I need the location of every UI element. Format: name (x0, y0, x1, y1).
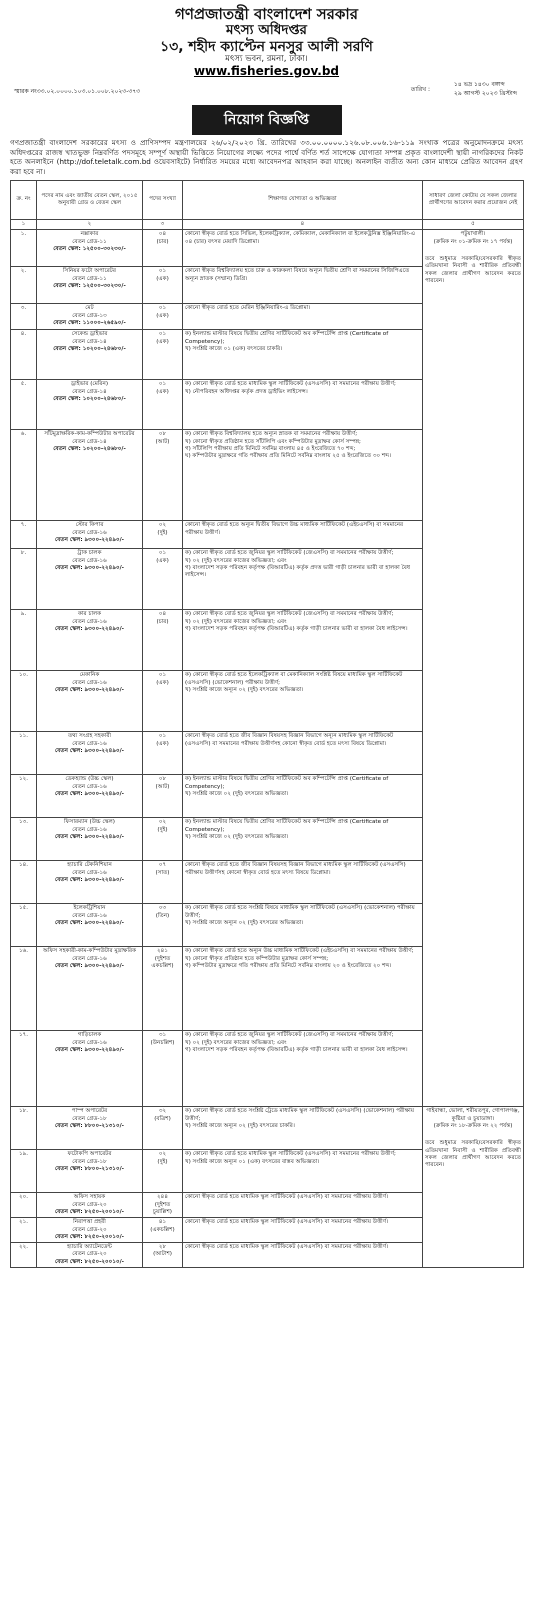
post-count-words: (উনচল্লিশ) (150, 1039, 175, 1046)
qualification-cell (183, 732, 423, 775)
row-serial: ২. (11, 267, 37, 304)
post-count: ২৮ (158, 1244, 167, 1251)
col-header-quota: সাধারণ জেলা কোটায় যে সকল জেলার প্রার্থীগণের আবেদন করার প্রয়োজন নেই (423, 181, 524, 220)
quota-districts: পটুয়াখালী। (460, 231, 486, 238)
pay-scale: বেতন স্কেল: ১০২০০-২৪৬৮০/- (53, 445, 126, 452)
pay-scale: বেতন স্কেল: ৯৩০০-২২৪৯০/- (55, 962, 124, 969)
intro-paragraph: গণপ্রজাতন্ত্রী বাংলাদেশ সরকারের মৎস্য ও প্রাণিসম্পদ মন্ত্রণালয়ের ২৬/০২/২০২৩ খ্রি. তারিখের ৩৩.০০.০০০০.১২৬.০৮.০০৬.১৬-১১৯ সংখ্যক পত্রের অনুমোদনক্রমে মৎস্য অধিদপ্তরের রাজস্ব খাতভুক্ত নিম্নবর্ণিত পদসমূহে সম্পূর্ণ অস্থায়ী ভিত্তিতে নিয়োগের লক্ষ্যে পদের পার্শ্বে বর্ণিত শর্ত সাপেক্ষে যোগ্যতা সম্পন্ন প্রকৃত বাংলাদেশী স্থায়ী নাগরিকদের নিকট হতে অনলাইনে (http://dof.teletalk.com.bd ওয়েবসাইটে) নির্ধারিত সময়ের মধ্যে আবেদনপত্র আহবান করা যাচ্ছে। অনলাইন ব্যতীত অন্য কোন মাধ্যমে প্রেরিত আবেদন গ্রহণ করা হবে না। (10, 138, 523, 176)
qualification-cell (183, 267, 423, 304)
qualification-line: ক) কোনো স্বীকৃত বিশ্ববিদ্যালয় হতে অন্যূন স্নাতক বা সমমানের পরীক্ষায় উত্তীর্ণ; (185, 431, 358, 438)
post-name: মেকানিক (79, 672, 100, 679)
date-bengali: ১৪ ভদ্র ১৪৩০ বঙ্গাব্দ (453, 81, 505, 89)
post-count: ০৩ (158, 905, 167, 912)
pay-scale: বেতন স্কেল: ১০২০০-২৪৬৮০/- (53, 345, 126, 352)
post-cell (37, 1150, 143, 1193)
post-count-words: (দুই) (157, 529, 168, 536)
post-name: মেট (85, 305, 94, 312)
qualification-cell (183, 430, 423, 521)
post-count: ০১ (158, 305, 167, 312)
post-cell (37, 904, 143, 947)
pay-grade: বেতন গ্রেড-১৬ (72, 869, 107, 876)
row-serial: ৬. (11, 430, 37, 521)
pay-grade: বেতন গ্রেড-১৬ (72, 679, 107, 686)
post-name: হ্যাচারি টেকনিশিয়ান (67, 862, 112, 869)
post-count-cell (143, 1031, 183, 1107)
post-name: ট্রাক চালক (77, 550, 102, 557)
pay-scale: বেতন স্কেল: ৯৩০০-২২৪৯০/- (55, 919, 124, 926)
pay-grade: বেতন গ্রেড-১৪ (72, 388, 107, 395)
qualification-line: কোনো স্বীকৃত বোর্ড হতে মাধ্যমিক স্কুল সার্টিফিকেট (এসএসসি) বা সমমানের পরীক্ষায় উত্তীর্ণ। (185, 1194, 389, 1201)
post-count-words: (বত্রিশ) (154, 1115, 171, 1122)
qualification-line: গ) বাংলাদেশ সড়ক পরিবহন কর্তৃপক্ষ (বিআরটিএ) কর্তৃক গাড়ী চালনার ভারী বা হালকা বৈধ লাইসেন্স। (185, 625, 408, 632)
pay-scale: বেতন স্কেল: ৯৩০০-২২৪৯০/- (55, 625, 124, 632)
row-serial: ১৮. (11, 1107, 37, 1150)
post-count-cell (143, 521, 183, 549)
post-count-words: (একচল্লিশ) (150, 1226, 175, 1233)
post-count-words: (দুইশত চুয়াল্লিশ) (152, 1201, 172, 1215)
post-name: নক্সাকার (80, 231, 99, 238)
qualification-line: খ) সংশ্লিষ্ট কাজে অন্যূন ০২ (দুই) বৎসরের অভিজ্ঞতা। (185, 919, 304, 926)
col-number: ৩ (143, 220, 183, 230)
qualification-cell (183, 904, 423, 947)
qualification-line: কোনো স্বীকৃত বোর্ড হতে মাধ্যমিক স্কুল সার্টিফিকেট (এসএসসি) বা সমমানের পরীক্ষায় উত্তীর্ণ। (185, 1244, 389, 1251)
qualification-line: ক) কোনো স্বীকৃত বোর্ড হতে ইলেকট্রিক্যাল বা মেকানিক্যাল সংশ্লিষ্ট বিষয়ে মাধ্যমিক স্কুল সার্টিফিকেট (এসএসসি) (ভোকেশনাল) পরীক্ষায় উত্তীর্ণ; (185, 672, 403, 686)
post-cell (37, 1107, 143, 1150)
pay-scale: বেতন স্কেল: ৮৮০০-২১৩১০/- (55, 1122, 124, 1129)
row-serial: ১৪. (11, 861, 37, 904)
post-count-words: (এক) (156, 275, 169, 282)
department-name: মৎস্য অধিদপ্তর (226, 22, 307, 39)
qualification-line: খ) সংশ্লিষ্ট কাজে ০২ (দুই) বৎসরের অভিজ্ঞতা। (185, 833, 289, 840)
qualification-line: গ) কম্পিউটার মুদ্রাক্ষরে গতি পরীক্ষায় প্রতি মিনিটে সর্বনিম্ন বাংলায় ২০ ও ইংরেজিতে ২০ শব্দ। (185, 962, 392, 969)
pay-scale: বেতন স্কেল: ৯৩০০-২২৪৯০/- (55, 1046, 124, 1053)
post-cell (37, 521, 143, 549)
qualification-line: ক) কোনো স্বীকৃত বোর্ড হতে জুনিয়র স্কুল সার্টিফিকেট (জেএসসি) বা সমমানের পরীক্ষায় উত্তীর্ণ; (185, 1032, 394, 1039)
row-serial: ১৫. (11, 904, 37, 947)
qualification-cell (183, 521, 423, 549)
pay-scale: বেতন স্কেল: ৯৩০০-২২৪৯০/- (55, 876, 124, 883)
post-name: ফটোকপি অপারেটর (67, 1151, 112, 1158)
qualification-cell (183, 861, 423, 904)
qualification-cell (183, 610, 423, 671)
post-count-words: (আট) (155, 438, 170, 445)
post-count-cell (143, 1107, 183, 1150)
date-english: ২৯ আগস্ট ২০২৩ খ্রিস্টাব্দ (453, 90, 517, 98)
post-name: সিনিয়র ফটো অপারেটর (63, 268, 116, 275)
post-count-words: (আটাশ) (153, 1251, 172, 1258)
qualification-cell (183, 775, 423, 818)
qualification-line: ক) কোনো স্বীকৃত বোর্ড হতে সংশ্লিষ্ট ট্রেডে মাধ্যমিক স্কুল সার্টিফিকেট (এসএসসি) (ভোকেশনাল) পরীক্ষায় উত্তীর্ণ; (185, 1108, 415, 1122)
pay-scale: বেতন স্কেল: ১২৫০০-৩০২৩০/- (53, 282, 126, 289)
post-name: কার চালক (77, 611, 102, 618)
row-serial: ৪. (11, 330, 37, 380)
post-count: ০১ (158, 381, 167, 388)
post-count-cell (143, 330, 183, 380)
post-count-words: (এক) (156, 388, 169, 395)
qualification-cell (183, 330, 423, 380)
col-number: ২ (37, 220, 143, 230)
post-count: ০৮ (158, 431, 167, 438)
post-cell (37, 671, 143, 732)
pay-grade: বেতন গ্রেড-১৩ (72, 312, 107, 319)
post-name: সাঁটমুদ্রাক্ষরিক-কাম-কম্পিউটার অপারেটর (44, 431, 135, 438)
qualification-line: খ) ০২ (দুই) বৎসরের কাজের অভিজ্ঞতা; এবং (185, 557, 287, 564)
row-serial: ১. (11, 230, 37, 267)
post-count-cell (143, 610, 183, 671)
qualification-line: ক) কোনো স্বীকৃত বোর্ড হতে মাধ্যমিক স্কুল সার্টিফিকেট (এসএসসি) বা সমমানের পরীক্ষায় উত্তীর্ণ; (185, 381, 396, 388)
qualification-line: কোনো স্বীকৃত বিশ্ববিদ্যালয় হতে চারু ও কারুকলা বিষয়ে অন্যূন দ্বিতীয় শ্রেণি বা সমমানের সিজিপিএতে অন্যূন স্নাতক (সম্মান) ডিগ্রি। (185, 268, 410, 282)
pay-grade: বেতন গ্রেড-১৮ (72, 1158, 107, 1165)
post-cell (37, 1218, 143, 1243)
row-serial: ১৬. (11, 947, 37, 1031)
post-name: পাম্প অপারেটর (71, 1108, 108, 1115)
col-header-count: পদের সংখ্যা (143, 181, 183, 220)
memo-date-row (8, 80, 525, 104)
pay-grade: বেতন গ্রেড-১৬ (72, 618, 107, 625)
row-serial: ১২. (11, 775, 37, 818)
post-cell (37, 549, 143, 610)
row-serial: ৭. (11, 521, 37, 549)
post-count-words: (তিন) (155, 912, 170, 919)
post-count-cell (143, 549, 183, 610)
post-name: ইলেকট্রিশিয়ান (73, 905, 106, 912)
post-count-cell (143, 267, 183, 304)
post-cell (37, 775, 143, 818)
vacancy-table (10, 180, 524, 1268)
qualification-line: ক) কোনো স্বীকৃত বোর্ড হতে অন্যূন উচ্চ মাধ্যমিক সার্টিফিকেট (এইচএসসি) বা সমমানের পরীক্ষায় উত্তীর্ণ; (185, 948, 414, 955)
qualification-line: কোনো স্বীকৃত বোর্ড হতে সিভিল, ইলেকট্রিক্যাল, কেমিক্যাল, মেকানিক্যাল বা ইলেকট্রনিক্স ইঞ্জিনিয়ারিং-এ ০৪ (চার) বৎসর মেয়াদি ডিপ্লোমা। (185, 231, 416, 245)
row-serial: ১৩. (11, 818, 37, 861)
post-count: ৩২ (158, 1108, 167, 1115)
qualification-line: কোনো স্বীকৃত বোর্ড হতে অন্যূন দ্বিতীয় বিভাগে উচ্চ মাধ্যমিক সার্টিফিকেট (এইচএসসি) বা সমমানের পরীক্ষায় উত্তীর্ণ। (185, 522, 404, 536)
post-name: হ্যাচারি অ্যাটেনডেন্ট (67, 1244, 112, 1251)
post-cell (37, 230, 143, 267)
col-header-qualification: শিক্ষাগত যোগ্যতা ও অভিজ্ঞতা (183, 181, 423, 220)
post-count-words: (দুই) (157, 826, 168, 833)
pay-scale: বেতন স্কেল: ৯৩০০-২২৪৯০/- (55, 536, 124, 543)
post-count-cell (143, 732, 183, 775)
post-cell (37, 1193, 143, 1218)
post-name: ডেকহ্যান্ড (উচ্চ স্কেল) (65, 776, 114, 783)
post-count-cell (143, 1193, 183, 1218)
pay-scale: বেতন স্কেল: ৯৩০০-২২৪৯০/- (55, 564, 124, 571)
post-cell (37, 732, 143, 775)
post-name: গাড়িচালক (77, 1032, 102, 1039)
qualification-line: কোনো স্বীকৃত বোর্ড হতে মেরিন ইঞ্জিনিয়ারিং-এ ডিপ্লোমা। (185, 305, 311, 312)
post-count-words: (সাত) (155, 869, 170, 876)
post-name: ফিসারম্যান (উচ্চ স্কেল) (63, 819, 115, 826)
post-count: ২৪১ (157, 948, 168, 955)
quota-cell-group-2 (423, 1107, 524, 1268)
post-count-cell (143, 380, 183, 430)
qualification-line: কোনো স্বীকৃত বোর্ড হতে জীব বিজ্ঞান বিষয়সহ বিজ্ঞান বিভাগে অন্যূন মাধ্যমিক স্কুল সার্টিফিকেট (এসএসসি) বা সমমানের পরীক্ষায় উত্তীর্ণসহ কোনো স্বীকৃত বোর্ড হতে মৎস্য বিষয়ে ডিপ্লোমা। (185, 733, 394, 747)
qualification-line: খ) ০২ (দুই) বৎসরের কাজের অভিজ্ঞতা; এবং (185, 618, 287, 625)
post-count: ৩১ (158, 1032, 167, 1039)
pay-grade: বেতন গ্রেড-১১ (72, 238, 107, 245)
post-count-cell (143, 230, 183, 267)
govt-name: গণপ্রজাতন্ত্রী বাংলাদেশ সরকার (175, 5, 358, 23)
post-name: ড্রাইভার (মেরিন) (70, 381, 109, 388)
qualification-cell (183, 818, 423, 861)
qualification-line: খ) সংশ্লিষ্ট কাজে ০১ (এক) বৎসরের চাকরি। (185, 345, 283, 352)
pay-grade: বেতন গ্রেড-১৬ (72, 955, 107, 962)
post-count: ০৭ (158, 862, 167, 869)
row-serial: ৩. (11, 304, 37, 330)
post-count-cell (143, 947, 183, 1031)
post-count-cell (143, 904, 183, 947)
post-count-words: (এক) (156, 557, 169, 564)
post-cell (37, 818, 143, 861)
post-name: অফিস সহায়ক (73, 1194, 106, 1201)
letterhead (0, 0, 533, 78)
qualification-cell (183, 1107, 423, 1150)
qualification-line: ক) কোনো স্বীকৃত বোর্ড হতে জুনিয়র স্কুল সার্টিফিকেট (জেএসসি) বা সমমানের পরীক্ষায় উত্তীর্ণ; (185, 611, 394, 618)
post-count-cell (143, 671, 183, 732)
pay-scale: বেতন স্কেল: ৯৩০০-২২৪৯০/- (55, 686, 124, 693)
qualification-cell (183, 1218, 423, 1243)
quota-districts: গাইবান্ধা, ভোলা, শরীয়তপুর, গোপালগঞ্জ, কুষ্টিয়া ও চুয়াডাঙ্গা। (426, 1108, 520, 1122)
post-count-words: (দুইশত একচল্লিশ) (151, 955, 174, 969)
pay-grade: বেতন গ্রেড-১৬ (72, 740, 107, 747)
notice-title: নিয়োগ বিজ্ঞপ্তি (192, 105, 342, 135)
qualification-line: কোনো স্বীকৃত বোর্ড হতে জীব বিজ্ঞান বিষয়সহ বিজ্ঞান বিভাগে মাধ্যমিক স্কুল সার্টিফিকেট (এসএসসি) পরীক্ষায় উত্তীর্ণসহ কোনো স্বীকৃত বোর্ড হতে মৎস্য বিষয়ে ডিপ্লোমা। (185, 862, 406, 876)
post-cell (37, 380, 143, 430)
post-cell (37, 1243, 143, 1268)
pay-grade: বেতন গ্রেড-১৬ (72, 557, 107, 564)
post-count-cell (143, 818, 183, 861)
post-count-words: (দুই) (157, 1158, 168, 1165)
qualification-cell (183, 1031, 423, 1107)
pay-grade: বেতন গ্রেড-১১ (72, 275, 107, 282)
post-count-words: (এক) (156, 312, 169, 319)
pay-scale: বেতন স্কেল: ৯৩০০-২২৪৯০/- (55, 790, 124, 797)
qualification-line: গ) বাংলাদেশ সড়ক পরিবহন কর্তৃপক্ষ (বিআরটিএ) কর্তৃক গাড়ী চালনার ভারী বা হালকা বৈধ লাইসেন্স। (185, 1046, 408, 1053)
post-count: ৪১ (158, 1219, 167, 1226)
qualification-line: ক) কোনো স্বীকৃত বোর্ড হতে সংশ্লিষ্ট বিষয়ে মাধ্যমিক স্কুল সার্টিফিকেট (এসএসসি) (ভোকেশনাল) পরীক্ষায় উত্তীর্ণ; (185, 905, 415, 919)
pay-grade: বেতন গ্রেড-২০ (72, 1226, 107, 1233)
pay-grade: বেতন গ্রেড-১৬ (72, 1039, 107, 1046)
row-serial: ১০. (11, 671, 37, 732)
qualification-line: কোনো স্বীকৃত বোর্ড হতে মাধ্যমিক স্কুল সার্টিফিকেট (এসএসসি) বা সমমানের পরীক্ষায় উত্তীর্ণ। (185, 1219, 389, 1226)
pay-grade: বেতন গ্রেড-২০ (72, 1251, 107, 1258)
table-row (11, 230, 524, 267)
qualification-line: গ) বাংলাদেশ সড়ক পরিবহন কর্তৃপক্ষ (বিআরটিএ) কর্তৃক প্রদত্ত ভারী গাড়ী চালনার ভারী বা হালকা বৈধ লাইসেন্স। (185, 564, 410, 579)
post-name: অফিস সহকারী-কাম-কম্পিউটার মুদ্রাক্ষরিক (43, 948, 136, 955)
date-label: তারিখ : (410, 86, 430, 94)
date-block (454, 80, 517, 98)
post-count: ০১ (158, 331, 167, 338)
row-serial: ৯. (11, 610, 37, 671)
qualification-cell (183, 1193, 423, 1218)
qualification-line: ক) ইনল্যান্ড মাস্টার বিষয়ে দ্বিতীয় শ্রেণির সার্টিফিকেট অব কম্পিটেন্সি প্রাপ্ত (Certificate of Competency); (185, 331, 389, 345)
pay-grade: বেতন গ্রেড-২০ (72, 1201, 107, 1208)
qualification-line: ক) কোনো স্বীকৃত বোর্ড হতে মাধ্যমিক স্কুল সার্টিফিকেট (এসএসসি) বা সমমানের পরীক্ষায় উত্তীর্ণ; (185, 1151, 396, 1158)
pay-grade: বেতন গ্রেড-১৬ (72, 783, 107, 790)
qualification-cell (183, 1243, 423, 1268)
post-count-cell (143, 861, 183, 904)
row-serial: ২০. (11, 1193, 37, 1218)
pay-scale: বেতন স্কেল: ৮২৫০-২০০১০/- (55, 1233, 124, 1240)
qualification-cell (183, 947, 423, 1031)
pay-scale: বেতন স্কেল: ৮২৫০-২০০১০/- (55, 1208, 124, 1215)
post-count-cell (143, 430, 183, 521)
col-number: ৪ (183, 220, 423, 230)
row-serial: ১৭. (11, 1031, 37, 1107)
row-serial: ৮. (11, 549, 37, 610)
post-count-words: (এক) (156, 338, 169, 345)
row-serial: ৫. (11, 380, 37, 430)
post-count: ০২ (158, 819, 167, 826)
row-serial: ২২. (11, 1243, 37, 1268)
post-count-words: (এক) (156, 740, 169, 747)
post-cell (37, 267, 143, 304)
quota-range: (ক্রমিক নং ০১-ক্রমিক নং ১৭ পর্যন্ত) (433, 238, 513, 245)
row-serial: ১১. (11, 732, 37, 775)
post-count: ২৪৪ (157, 1194, 168, 1201)
post-cell (37, 430, 143, 521)
qualification-line: খ) ০২ (দুই) বৎসরের কাজের অভিজ্ঞতা; এবং (185, 1039, 287, 1046)
col-number: ১ (11, 220, 37, 230)
qualification-line: ঘ) কম্পিউটার মুদ্রাক্ষরে গতি পরীক্ষায় প্রতি মিনিটে সর্বনিম্ন বাংলায় ২৫ ও ইংরেজিতে ৩০ শব্দ। (185, 453, 392, 460)
post-count: ০১ (158, 672, 167, 679)
pay-scale: বেতন স্কেল: ৯৩০০-২২৪৯০/- (55, 833, 124, 840)
post-count: ০৮ (158, 776, 167, 783)
row-serial: ১৯. (11, 1150, 37, 1193)
qualification-cell (183, 230, 423, 267)
qualification-line: ক) ইনল্যান্ড মাস্টার বিষয়ে দ্বিতীয় শ্রেণির সার্টিফিকেট অব কম্পিটেন্সি প্রাপ্ত (Certificate of Competency); (185, 776, 389, 790)
post-count-cell (143, 1243, 183, 1268)
col-header-serial: ক্র. নং (11, 181, 37, 220)
table-row (11, 1107, 524, 1150)
qualification-cell (183, 549, 423, 610)
post-count-cell (143, 1218, 183, 1243)
pay-grade: বেতন গ্রেড-১৪ (72, 338, 107, 345)
qualification-line: খ) সংশ্লিষ্ট কাজে ০২ (দুই) বৎসরের অভিজ্ঞতা। (185, 790, 289, 797)
pay-scale: বেতন স্কেল: ১২৫০০-৩০২৩০/- (53, 245, 126, 252)
qualification-line: খ) কোনো স্বীকৃত প্রতিষ্ঠান হতে সাঁটলিপি এবং কম্পিউটার মুদ্রাক্ষর কোর্স সম্পন্ন; (185, 438, 361, 445)
qualification-line: খ) কোনো স্বীকৃত প্রতিষ্ঠান হতে কম্পিউটার মুদ্রাক্ষর কোর্স সম্পন্ন; (185, 955, 329, 962)
qualification-line: খ) নৌপরিবহন অধিদপ্তর কর্তৃক প্রদত্ত ড্রাইভিং লাইসেন্স। (185, 388, 308, 395)
table-header-row (11, 181, 524, 220)
post-name: নিরাপত্তা প্রহরী (73, 1219, 106, 1226)
post-cell (37, 304, 143, 330)
post-cell (37, 861, 143, 904)
post-count: ০১ (158, 733, 167, 740)
address-street: ১৩, শহীদ ক্যাপ্টেন মনসুর আলী সরণি (160, 38, 373, 55)
qualification-cell (183, 304, 423, 330)
post-name: সেকেন্ড ড্রাইভার (71, 331, 108, 338)
column-number-row (11, 220, 524, 230)
qualification-line: ক) কোনো স্বীকৃত বোর্ড হতে জুনিয়র স্কুল সার্টিফিকেট (জেএসসি) বা সমমানের পরীক্ষায় উত্তীর্ণ; (185, 550, 394, 557)
col-header-post: পদের নাম এবং জাতীয় বেতন স্কেল, ২০১৫ অনুযায়ী গ্রেড ও বেতন স্কেল (37, 181, 143, 220)
pay-scale: বেতন স্কেল: ৯৩০০-২২৪৯০/- (55, 747, 124, 754)
post-count: ০৪ (158, 231, 167, 238)
quota-note: তবে শুধুমাত্র সরকারি/বেসরকারি স্বীকৃত এতিমখানা নিবাসী ও শারীরিক প্রতিবন্ধী সকল জেলার প্রার্থীগণ আবেদন করতে পারবেন। (425, 255, 521, 284)
address-city: মৎস্য ভবন, রমনা, ঢাকা। (225, 53, 308, 64)
qualification-line: ক) ইনল্যান্ড মাস্টার বিষয়ে দ্বিতীয় শ্রেণির সার্টিফিকেট অব কম্পিটেন্সি প্রাপ্ত (Certificate of Competency); (185, 819, 389, 833)
post-count: ০১ (158, 550, 167, 557)
pay-grade: বেতন গ্রেড-১৮ (72, 1115, 107, 1122)
row-serial: ২১. (11, 1218, 37, 1243)
post-count-cell (143, 775, 183, 818)
qualification-cell (183, 1150, 423, 1193)
qualification-cell (183, 671, 423, 732)
post-name: স্টোর কিপার (75, 522, 104, 529)
qualification-line: গ) সাঁটলিপি পরীক্ষায় প্রতি মিনিটে সর্বনিম্ন বাংলায় ৪৫ ও ইংরেজিতে ৭০ শব্দ; (185, 445, 356, 452)
post-count-cell (143, 304, 183, 330)
qualification-line: খ) সংশ্লিষ্ট কাজে অন্যূন ০২ (দুই) বৎসরের অভিজ্ঞতা। (185, 686, 304, 693)
post-cell (37, 947, 143, 1031)
pay-scale: বেতন স্কেল: ১১০০০-২৬৫৯০/- (53, 319, 126, 326)
post-cell (37, 330, 143, 380)
post-name: তথ্য সংগ্রহ সহকারী (67, 733, 112, 740)
col-number: ৫ (423, 220, 524, 230)
pay-grade: বেতন গ্রেড-১৪ (72, 438, 107, 445)
pay-scale: বেতন স্কেল: ১০২০০-২৪৬৮০/- (53, 395, 126, 402)
memo-number: স্মারক নং৩৩.০২.০০০০.১০৩.০১.০০৮.২০২৩-৩৭৩ (14, 88, 141, 96)
website-link[interactable]: www.fisheries.gov.bd (193, 63, 340, 78)
pay-grade: বেতন গ্রেড-১৬ (72, 529, 107, 536)
qualification-line: খ) সংশ্লিষ্ট কাজে অন্যূন ০২ (দুই) বৎসরের চাকরি। (185, 1122, 295, 1129)
post-count: ০২ (158, 1151, 167, 1158)
quota-note: তবে শুধুমাত্র সরকারি/বেসরকারি স্বীকৃত এতিমখানা নিবাসী ও শারীরিক প্রতিবন্ধী সকল জেলার প্রার্থীগণ আবেদন করতে পারবেন। (425, 1140, 521, 1169)
qualification-cell (183, 380, 423, 430)
post-count: ০১ (158, 268, 167, 275)
post-count-words: (এক) (156, 679, 169, 686)
pay-grade: বেতন গ্রেড-১৬ (72, 826, 107, 833)
quota-range: (ক্রমিক নং ১৮-ক্রমিক নং ২২ পর্যন্ত) (433, 1122, 513, 1129)
qualification-line: খ) সংশ্লিষ্ট কাজে অন্যূন ০১ (এক) বৎসরের বাস্তব অভিজ্ঞতা। (185, 1158, 320, 1165)
quota-cell-group-1 (423, 230, 524, 1107)
post-count: ০২ (158, 522, 167, 529)
post-cell (37, 610, 143, 671)
post-count-words: (আট) (155, 783, 170, 790)
pay-scale: বেতন স্কেল: ৮২৫০-২০০১০/- (55, 1258, 124, 1265)
pay-grade: বেতন গ্রেড-১৬ (72, 912, 107, 919)
post-count-cell (143, 1150, 183, 1193)
post-cell (37, 1031, 143, 1107)
post-count-words: (চার) (156, 618, 169, 625)
post-count: ০৪ (158, 611, 167, 618)
post-count-words: (চার) (156, 238, 169, 245)
pay-scale: বেতন স্কেল: ৮৮০০-২১৩১০/- (55, 1165, 124, 1172)
